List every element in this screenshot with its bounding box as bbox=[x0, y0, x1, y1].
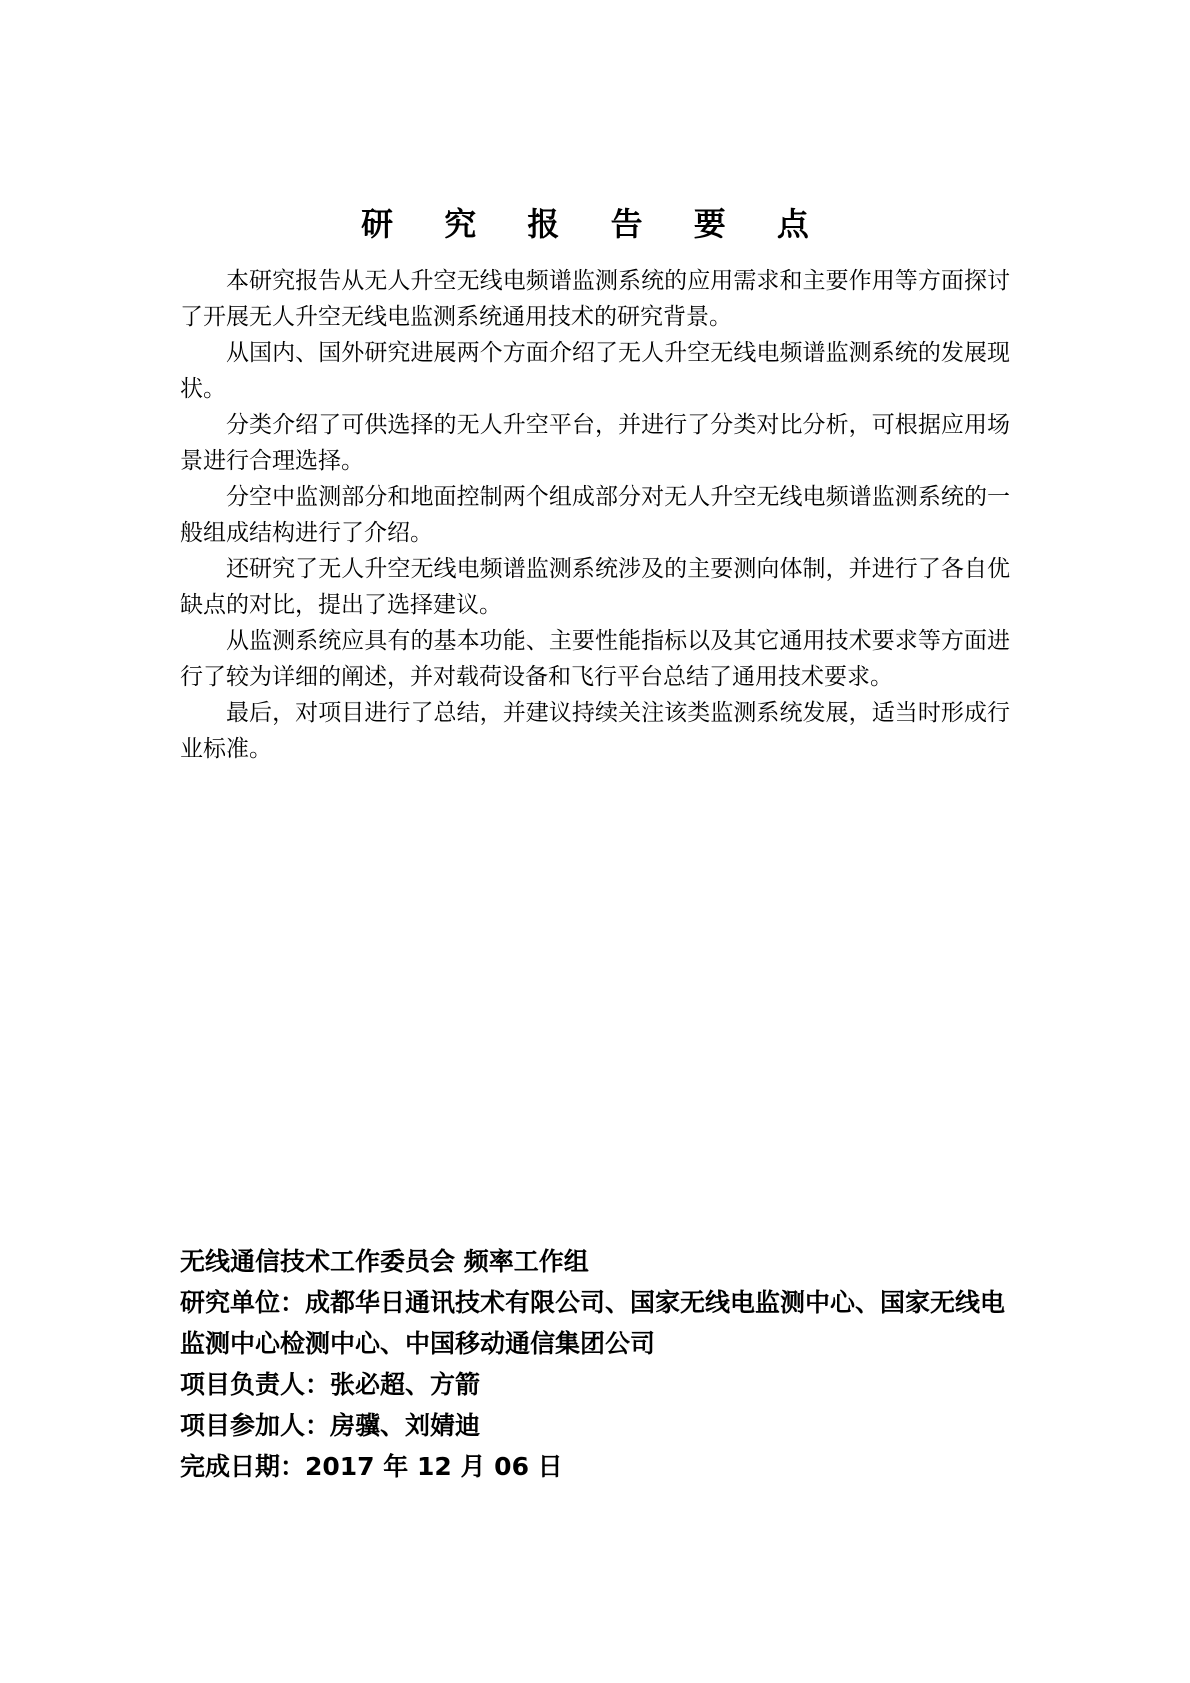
paragraph-status: 从国内、国外研究进展两个方面介绍了无人升空无线电频谱监测系统的发展现状。 bbox=[180, 340, 1010, 402]
research-units-line: 研究单位：成都华日通讯技术有限公司、国家无线电监测中心、国家无线电监测中心检测中心、中国移动通信集团公司 bbox=[180, 1288, 1006, 1358]
summary-body bbox=[180, 263, 1010, 767]
report-footer bbox=[180, 1241, 1010, 1487]
page-title: 研 究 报 告 要 点 bbox=[361, 205, 829, 244]
paragraph-platforms: 分类介绍了可供选择的无人升空平台，并进行了分类对比分析，可根据应用场景进行合理选择。 bbox=[180, 412, 1010, 474]
paragraph-conclusion: 最后，对项目进行了总结，并建议持续关注该类监测系统发展，适当时形成行业标准。 bbox=[180, 700, 1010, 762]
paragraph-requirements: 从监测系统应具有的基本功能、主要性能指标以及其它通用技术要求等方面进行了较为详细的阐述，并对载荷设备和飞行平台总结了通用技术要求。 bbox=[180, 628, 1010, 690]
completion-date-line: 完成日期：2017 年 12 月 06 日 bbox=[180, 1452, 563, 1481]
paragraph-composition: 分空中监测部分和地面控制两个组成部分对无人升空无线电频谱监测系统的一般组成结构进行了介绍。 bbox=[180, 484, 1010, 546]
committee-line: 无线通信技术工作委员会 频率工作组 bbox=[180, 1247, 589, 1276]
participants-line: 项目参加人：房骥、刘婧迪 bbox=[180, 1411, 481, 1440]
project-leader-line: 项目负责人：张必超、方箭 bbox=[180, 1370, 481, 1399]
paragraph-background: 本研究报告从无人升空无线电频谱监测系统的应用需求和主要作用等方面探讨了开展无人升空无线电监测系统通用技术的研究背景。 bbox=[180, 268, 1010, 330]
paragraph-direction-finding: 还研究了无人升空无线电频谱监测系统涉及的主要测向体制，并进行了各自优缺点的对比，提出了选择建议。 bbox=[180, 556, 1010, 618]
